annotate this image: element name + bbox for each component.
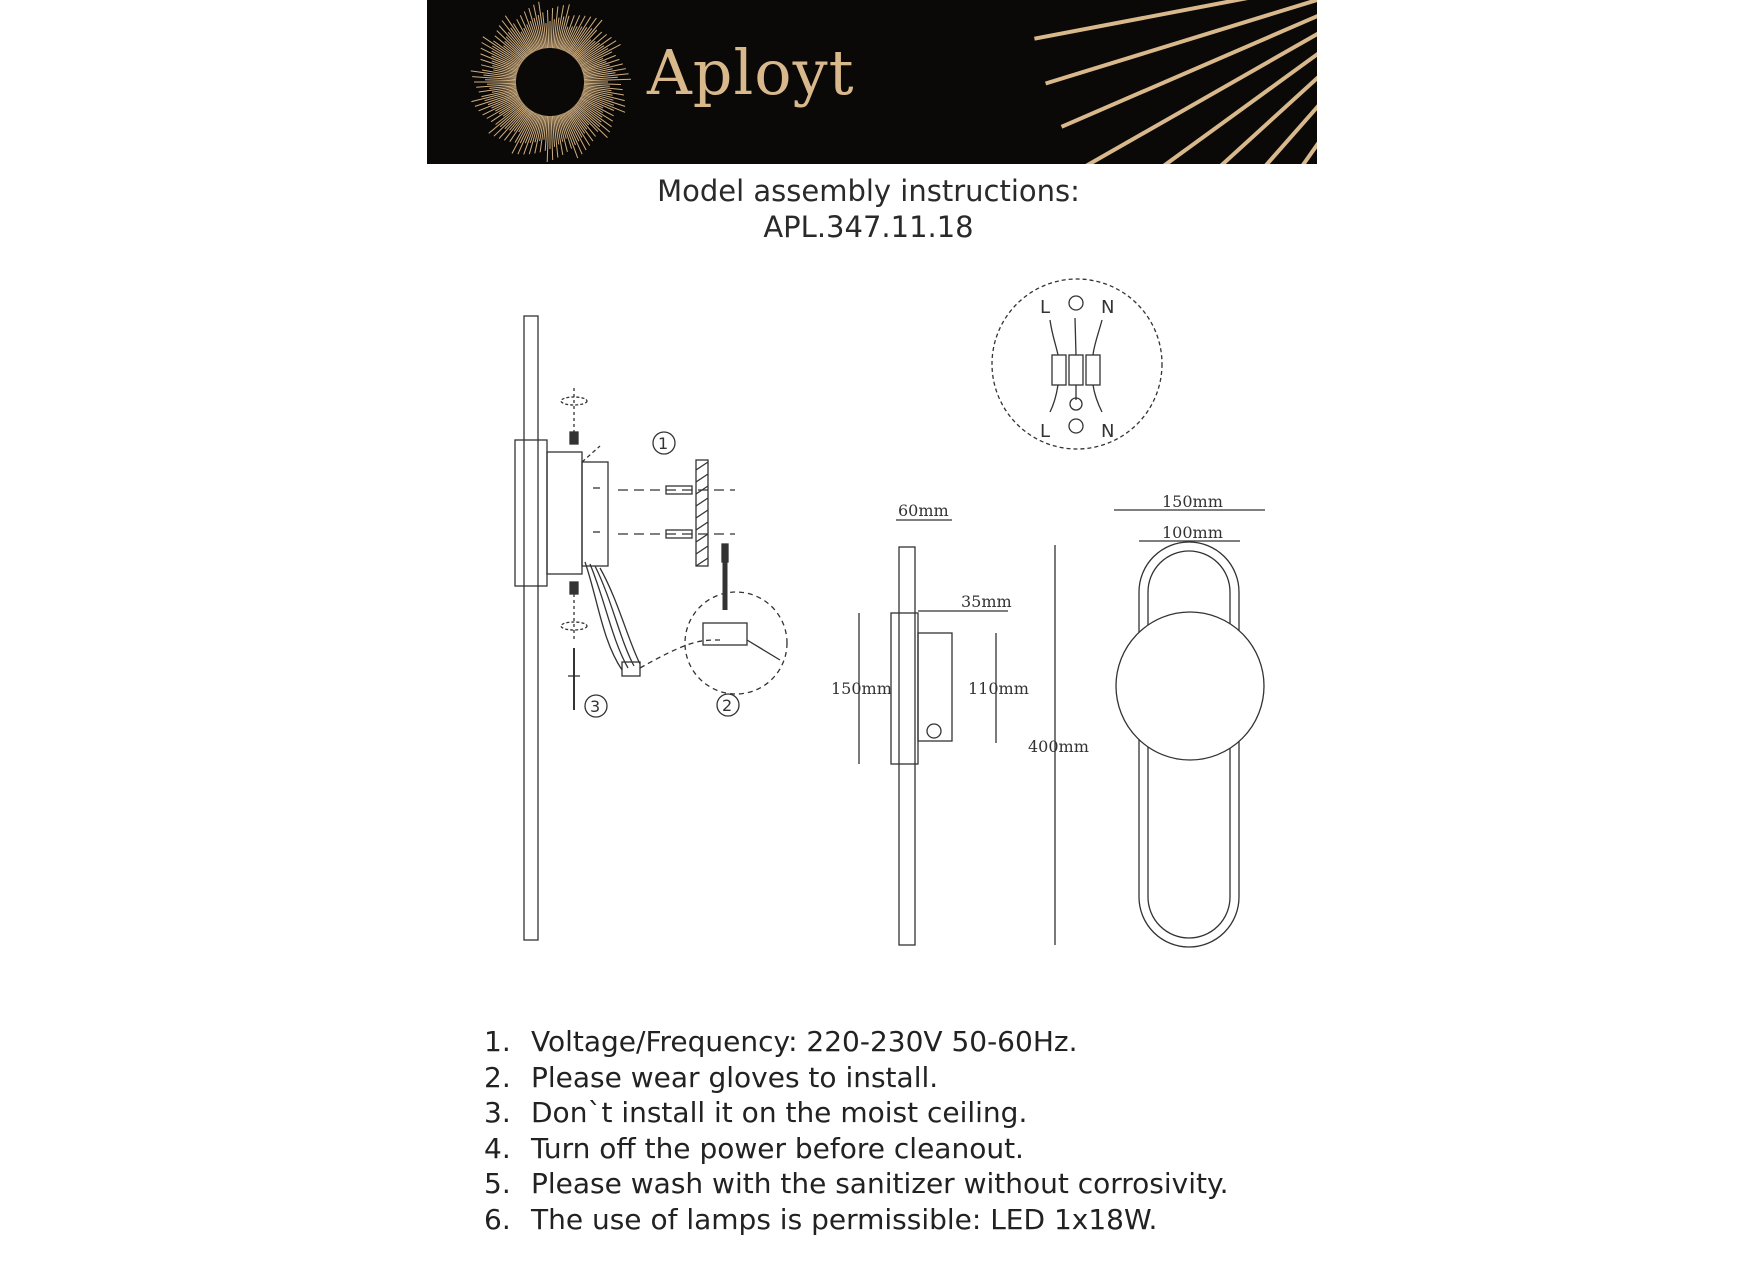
wiring-diagram — [992, 279, 1162, 449]
note-item — [484, 1095, 1228, 1131]
terminal-icon — [1086, 355, 1100, 385]
leader-line — [640, 640, 720, 668]
terminal-icon — [1052, 355, 1066, 385]
power-wires — [585, 562, 640, 670]
note-text: Don`t install it on the moist ceiling. — [531, 1096, 1028, 1129]
note-item — [484, 1024, 1228, 1060]
side-body — [891, 613, 918, 764]
note-number: 1. — [484, 1025, 511, 1058]
plate-edge — [582, 446, 600, 462]
depth-dimension: 60mm — [898, 501, 949, 520]
note-text: Voltage/Frequency: 220-230V 50-60Hz. — [531, 1025, 1078, 1058]
note-item — [484, 1131, 1228, 1167]
screwdriver-handle — [722, 544, 728, 562]
note-item — [484, 1166, 1228, 1202]
assembly-view — [515, 316, 787, 940]
live-label: L — [1040, 297, 1051, 318]
step-number: 3 — [590, 697, 601, 716]
ground-icon — [1069, 419, 1083, 433]
side-plate — [918, 633, 952, 741]
note-item — [484, 1060, 1228, 1096]
model-number: APL.347.11.18 — [763, 210, 974, 244]
screw-icon — [570, 432, 578, 444]
plate-depth-dimension: 35mm — [961, 592, 1012, 611]
safety-notes — [484, 1024, 1228, 1237]
globe-shade — [1116, 612, 1264, 760]
terminal-detail — [685, 592, 787, 694]
note-text: Turn off the power before cleanout. — [531, 1131, 1024, 1165]
neutral-label: N — [1101, 297, 1115, 318]
note-text: The use of lamps is permissible: LED 1x18W. — [531, 1202, 1158, 1236]
note-number: 2. — [484, 1060, 511, 1094]
wire-in — [1050, 318, 1102, 355]
side-bar — [899, 547, 915, 945]
outer-width-dimension: 150mm — [1162, 492, 1223, 511]
live-label: L — [1040, 421, 1051, 442]
note-number: 4. — [484, 1131, 511, 1165]
brand-logo: Aployt — [647, 36, 855, 109]
wiring-detail — [992, 279, 1162, 449]
side-view — [831, 501, 1089, 945]
wall-hatch — [696, 462, 708, 566]
screw-icon — [570, 582, 578, 594]
body-joint — [547, 452, 582, 574]
connector-icon — [622, 662, 640, 676]
note-item — [484, 1202, 1228, 1238]
page-title: Model assembly instructions: — [657, 174, 1080, 208]
cable-icon — [747, 640, 780, 660]
front-view — [1114, 492, 1265, 947]
mounting-plate — [582, 462, 608, 566]
note-number: 3. — [484, 1096, 511, 1129]
inner-width-dimension: 100mm — [1162, 523, 1223, 542]
neutral-label: N — [1101, 421, 1115, 442]
step-number: 2 — [722, 696, 733, 715]
note-number: 5. — [484, 1167, 511, 1200]
step-number: 1 — [658, 434, 669, 453]
plate-height-dimension: 110mm — [968, 679, 1029, 698]
lamp-bar — [524, 316, 538, 940]
lamp-body — [515, 440, 547, 586]
note-number: 6. — [484, 1202, 511, 1236]
note-text: Please wash with the sanitizer without corrosivity. — [531, 1167, 1229, 1200]
terminal-block-icon — [703, 623, 747, 645]
screw-icon — [927, 724, 941, 738]
body-height-dimension: 150mm — [831, 679, 892, 698]
total-height-dimension: 400mm — [1028, 737, 1089, 756]
ground-icon — [1069, 296, 1083, 310]
note-text: Please wear gloves to install. — [531, 1060, 939, 1094]
terminal-icon — [1069, 355, 1083, 385]
